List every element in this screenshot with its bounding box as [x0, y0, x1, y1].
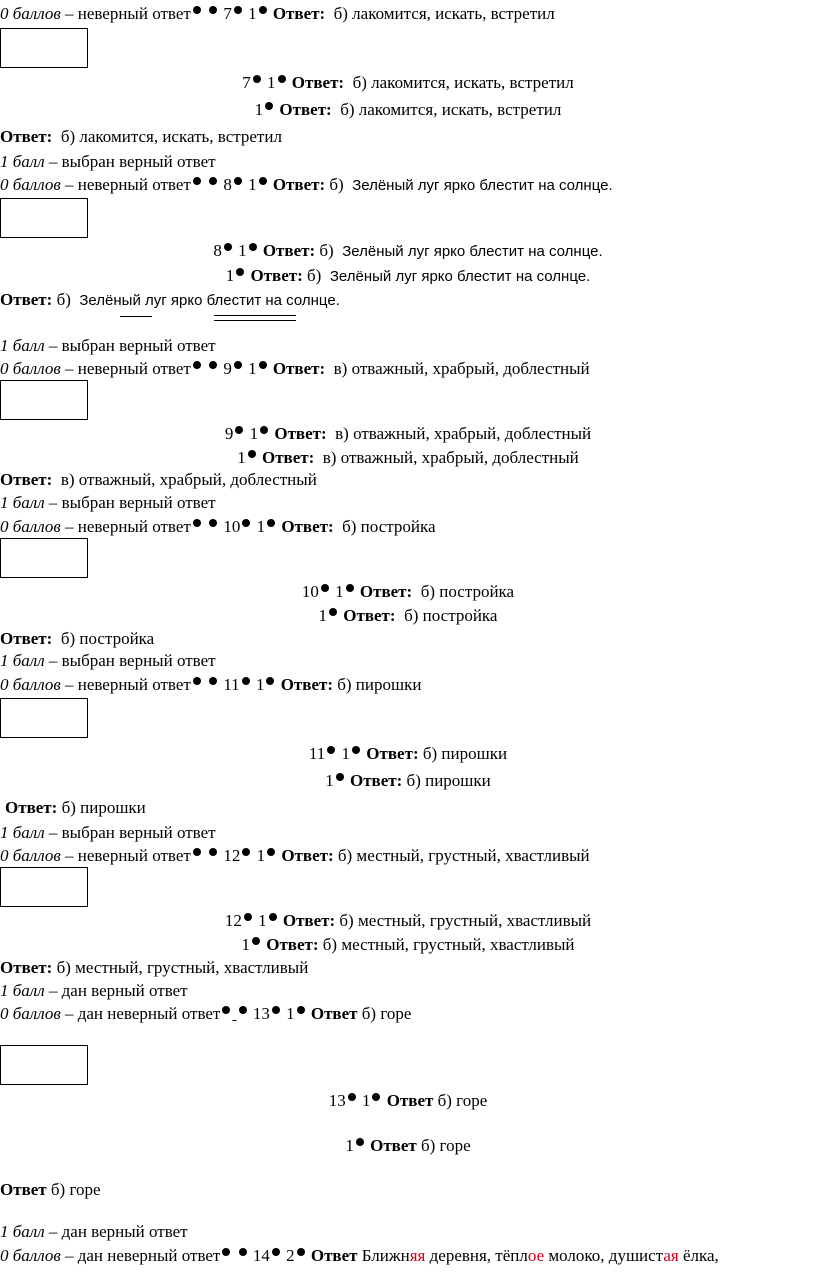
- answer-sentence: Зелёный луг ярко блестит на солнце.: [342, 243, 603, 260]
- dash: –: [44, 823, 62, 842]
- answer-text: б): [319, 241, 334, 260]
- dash: –: [60, 359, 78, 378]
- bullet-icon: [209, 677, 217, 685]
- answer-input-box[interactable]: [0, 198, 88, 238]
- answer-input-box[interactable]: [0, 698, 88, 738]
- bullet-icon: [249, 243, 257, 251]
- bullet-icon: [242, 848, 250, 856]
- points: 1: [286, 1004, 295, 1023]
- score-label: 0 баллов: [0, 675, 61, 694]
- dash: –: [60, 1246, 78, 1265]
- bullet-icon: [259, 177, 267, 185]
- answer-text: б) горе: [50, 1180, 101, 1199]
- answer-input-box[interactable]: [0, 28, 88, 68]
- points: 1: [238, 241, 247, 260]
- question-number: 9: [223, 359, 232, 378]
- answer-label: Ответ:: [280, 675, 333, 694]
- score-line-one: [0, 1222, 188, 1242]
- right-label: дан верный ответ: [61, 981, 188, 1000]
- points: 1: [325, 771, 334, 790]
- bullet-icon: [267, 519, 275, 527]
- bullet-icon: [244, 913, 252, 921]
- answer-text: б) горе: [361, 1004, 412, 1023]
- score-line-zero: [0, 1246, 719, 1266]
- dash: –: [44, 336, 62, 355]
- answer-text: в) отважный, храбрый, доблестный: [333, 359, 590, 378]
- answer-label: Ответ:: [0, 127, 53, 146]
- bullet-icon: [236, 268, 244, 276]
- right-label: выбран верный ответ: [61, 336, 216, 355]
- answer-line-centered: [0, 911, 816, 931]
- question-number: 8: [223, 175, 232, 194]
- score-label: 0 баллов: [0, 517, 61, 536]
- score-label: 1 балл: [0, 981, 45, 1000]
- score-label: 1 балл: [0, 336, 45, 355]
- answer-line-centered: [0, 744, 816, 764]
- answer-ending: яя: [409, 1246, 426, 1265]
- answer-ending: ое: [527, 1246, 545, 1265]
- question-number: 12: [223, 846, 241, 865]
- points: 1: [361, 1091, 371, 1110]
- answer-label: Ответ: [386, 1091, 434, 1110]
- answer-label: Ответ:: [359, 582, 413, 601]
- bullet-icon: [193, 519, 201, 527]
- bullet-icon: [253, 75, 261, 83]
- answer-line: [5, 798, 146, 818]
- score-line-zero: [0, 675, 421, 695]
- answer-label: Ответ:: [5, 798, 58, 817]
- bullet-icon: [297, 1248, 305, 1256]
- double-underline-mark: [214, 320, 296, 321]
- points: 1: [318, 606, 327, 625]
- answer-line: [0, 629, 154, 649]
- bullet-icon: [209, 6, 217, 14]
- bullet-icon: [242, 677, 250, 685]
- answer-text: б) горе: [437, 1091, 488, 1110]
- answer-label: Ответ:: [262, 241, 316, 260]
- answer-line-centered: [0, 73, 816, 93]
- answer-ending: ая: [663, 1246, 679, 1265]
- answer-text: в) отважный, храбрый, доблестный: [322, 448, 579, 467]
- points: 1: [335, 582, 344, 601]
- score-label: 1 балл: [0, 823, 45, 842]
- points: 1: [225, 266, 235, 285]
- dash: –: [44, 981, 62, 1000]
- score-line-zero: [0, 359, 590, 379]
- bullet-icon: [222, 1248, 230, 1256]
- bullet-icon: [235, 426, 243, 434]
- bullet-icon: [209, 361, 217, 369]
- dash: –: [60, 517, 78, 536]
- question-number: 9: [224, 424, 234, 443]
- question-number: 14: [252, 1246, 270, 1265]
- bullet-icon: [224, 243, 232, 251]
- answer-text: б) горе: [421, 1136, 471, 1155]
- answer-text: б) постройка: [60, 629, 155, 648]
- bullet-icon: [209, 177, 217, 185]
- score-line-zero: [0, 175, 613, 196]
- question-number: 13: [328, 1091, 346, 1110]
- points: 1: [248, 4, 257, 23]
- answer-label: Ответ:: [0, 958, 53, 977]
- answer-line: [0, 290, 340, 311]
- answer-label: Ответ: [370, 1136, 417, 1155]
- dash: –: [60, 175, 78, 194]
- score-line-one: [0, 336, 216, 356]
- answer-line-centered: [0, 448, 816, 468]
- question-number: 7: [242, 73, 251, 92]
- score-label: 1 балл: [0, 493, 45, 512]
- score-label: 0 баллов: [0, 1004, 61, 1023]
- dash: –: [60, 1004, 78, 1023]
- wrong-label: неверный ответ: [77, 846, 191, 865]
- answer-text: б): [329, 175, 344, 194]
- bullet-icon: [346, 584, 354, 592]
- bullet-icon: [193, 848, 201, 856]
- answer-text: б): [307, 266, 322, 285]
- answer-text: б) местный, грустный, хвастливый: [56, 958, 309, 977]
- answer-text: б) лакомится, искать, встретил: [60, 127, 282, 146]
- wrong-label: неверный ответ: [77, 359, 191, 378]
- points: 1: [345, 1136, 354, 1155]
- answer-label: Ответ: [310, 1004, 358, 1023]
- score-line-one: [0, 651, 216, 671]
- wrong-label: неверный ответ: [77, 175, 191, 194]
- bullet-icon: [265, 102, 273, 110]
- answer-word-stem: ёлка,: [678, 1246, 719, 1265]
- wrong-label: неверный ответ: [77, 675, 191, 694]
- answer-input-box[interactable]: [0, 1045, 88, 1085]
- bullet-icon: [259, 6, 267, 14]
- bullet-icon: [356, 1138, 364, 1146]
- bullet-icon: [193, 361, 201, 369]
- wrong-label: дан неверный ответ: [77, 1004, 221, 1023]
- answer-text: б) лакомится, искать, встретил: [352, 73, 574, 92]
- bullet-icon: [248, 450, 256, 458]
- answer-label: Ответ:: [272, 359, 326, 378]
- answer-line: [0, 1180, 101, 1200]
- bullet-icon: [269, 913, 277, 921]
- points: 1: [256, 846, 266, 865]
- bullet-icon: [234, 6, 242, 14]
- bullet-icon: [259, 361, 267, 369]
- score-label: 1 балл: [0, 152, 45, 171]
- answer-sentence: Зелёный луг ярко блестит на солнце.: [352, 177, 613, 194]
- right-label: дан верный ответ: [61, 1222, 188, 1241]
- bullet-icon: [193, 177, 201, 185]
- answer-label: Ответ:: [261, 448, 315, 467]
- answer-line-centered: [0, 100, 816, 120]
- answer-input-box[interactable]: [0, 380, 88, 420]
- bullet-icon: [329, 608, 337, 616]
- bullet-icon: [239, 1006, 247, 1014]
- bullet-icon: [327, 746, 335, 754]
- answer-line: [0, 127, 282, 147]
- dash: –: [60, 4, 78, 23]
- answer-label: Ответ:: [282, 911, 336, 930]
- points: 1: [256, 517, 266, 536]
- bullet-icon: [321, 584, 329, 592]
- bullet-icon: [267, 848, 275, 856]
- points: 1: [241, 935, 250, 954]
- question-number: 13: [252, 1004, 270, 1023]
- answer-input-box[interactable]: [0, 538, 88, 578]
- bullet-icon: [234, 177, 242, 185]
- answer-line-centered: [0, 1136, 816, 1156]
- score-line-zero: [0, 1004, 411, 1024]
- answer-label: Ответ:: [291, 73, 345, 92]
- dash: –: [60, 675, 78, 694]
- answer-text: б) лакомится, искать, встретил: [340, 100, 562, 119]
- bullet-icon: [352, 746, 360, 754]
- question-number: 10: [301, 582, 319, 601]
- answer-label: Ответ:: [281, 846, 334, 865]
- answer-line-centered: [0, 424, 816, 444]
- points: 1: [237, 448, 246, 467]
- right-label: выбран верный ответ: [61, 823, 216, 842]
- underline-mark: [120, 316, 152, 317]
- points: 1: [248, 359, 257, 378]
- score-line-zero: [0, 517, 436, 537]
- dash: –: [60, 846, 78, 865]
- bullet-icon: [193, 677, 201, 685]
- answer-text: б) местный, грустный, хвастливый: [339, 911, 592, 930]
- answer-word-stem: Ближн: [361, 1246, 410, 1265]
- wrong-label: неверный ответ: [77, 4, 191, 23]
- score-label: 0 баллов: [0, 1246, 61, 1265]
- answer-line-centered: [0, 1091, 816, 1111]
- right-label: выбран верный ответ: [61, 152, 216, 171]
- points: 1: [341, 744, 351, 763]
- answer-label: Ответ:: [343, 606, 396, 625]
- score-line-one: [0, 493, 216, 513]
- answer-line-centered: [0, 771, 816, 791]
- points: 1: [254, 100, 264, 119]
- answer-line-centered: [0, 241, 816, 262]
- bullet-icon: [272, 1006, 280, 1014]
- answer-label: Ответ:: [366, 744, 419, 763]
- answer-label: Ответ:: [250, 266, 303, 285]
- question-number: 8: [213, 241, 222, 260]
- dash: –: [44, 493, 62, 512]
- bullet-icon: [193, 6, 201, 14]
- question-number: 11: [223, 675, 240, 694]
- score-line-one: [0, 823, 216, 843]
- answer-line-centered: [0, 266, 816, 287]
- score-label: 0 баллов: [0, 846, 61, 865]
- bullet-icon: [260, 426, 268, 434]
- answer-line-centered: [0, 606, 816, 626]
- answer-line-centered: [0, 935, 816, 955]
- score-label: 0 баллов: [0, 4, 61, 23]
- answer-text: б) постройка: [420, 582, 515, 601]
- score-line-zero: [0, 846, 590, 866]
- right-label: выбран верный ответ: [61, 493, 216, 512]
- bullet-icon: [239, 1248, 247, 1256]
- answer-word-stem: деревня, тёпл: [425, 1246, 528, 1265]
- question-number: 10: [223, 517, 241, 536]
- answer-label: Ответ:: [349, 771, 403, 790]
- bullet-icon: [266, 677, 274, 685]
- answer-sentence: Зелёный луг ярко блестит на солнце.: [329, 268, 591, 285]
- score-label: 0 баллов: [0, 175, 61, 194]
- bullet-icon: [209, 848, 217, 856]
- bullet-icon: [222, 1006, 230, 1014]
- bullet-icon: [252, 937, 260, 945]
- answer-label: Ответ:: [272, 4, 326, 23]
- answer-line: [0, 958, 308, 978]
- answer-line-centered: [0, 582, 816, 602]
- bullet-icon: [234, 361, 242, 369]
- answer-label: Ответ:: [266, 935, 319, 954]
- answer-label: Ответ:: [0, 290, 53, 309]
- answer-text: б) лакомится, искать, встретил: [333, 4, 555, 23]
- answer-text: б) местный, грустный, хвастливый: [322, 935, 575, 954]
- dash: –: [44, 152, 62, 171]
- bullet-icon: [272, 1248, 280, 1256]
- score-label: 1 балл: [0, 651, 45, 670]
- answer-text: б) пирошки: [337, 675, 422, 694]
- answer-text: б) местный, грустный, хвастливый: [337, 846, 590, 865]
- answer-text: б): [56, 290, 71, 309]
- answer-label: Ответ:: [279, 100, 332, 119]
- score-line-one: [0, 152, 216, 172]
- bullet-icon: [242, 519, 250, 527]
- answer-sentence: Зелёный луг ярко блестит на солнце.: [79, 292, 340, 309]
- answer-text: в) отважный, храбрый, доблестный: [60, 470, 317, 489]
- answer-label: Ответ:: [0, 629, 53, 648]
- bullet-icon: [278, 75, 286, 83]
- answer-text: б) пирошки: [406, 771, 491, 790]
- double-underline-mark: [214, 315, 296, 316]
- answer-label: Ответ:: [272, 175, 326, 194]
- score-line-zero: [0, 4, 555, 24]
- right-label: выбран верный ответ: [61, 651, 216, 670]
- answer-text: б) пирошки: [61, 798, 146, 817]
- points: 2: [286, 1246, 295, 1265]
- question-number: 12: [224, 911, 242, 930]
- question-number: 7: [223, 4, 232, 23]
- answer-label: Ответ: [0, 1180, 47, 1199]
- answer-line: [0, 470, 317, 490]
- answer-label: Ответ: [310, 1246, 358, 1265]
- bullet-icon: [297, 1006, 305, 1014]
- dash: –: [44, 651, 62, 670]
- dash: –: [44, 1222, 62, 1241]
- answer-label: Ответ:: [281, 517, 334, 536]
- bullet-icon: [372, 1093, 380, 1101]
- answer-label: Ответ:: [274, 424, 327, 443]
- points: 1: [258, 911, 267, 930]
- bullet-icon: [336, 773, 344, 781]
- points: 1: [255, 675, 265, 694]
- wrong-label: неверный ответ: [77, 517, 191, 536]
- answer-input-box[interactable]: [0, 867, 88, 907]
- bullet-icon: [209, 519, 217, 527]
- answer-label: Ответ:: [0, 470, 53, 489]
- score-label: 0 баллов: [0, 359, 61, 378]
- answer-text: б) пирошки: [422, 744, 508, 763]
- answer-text: в) отважный, храбрый, доблестный: [335, 424, 592, 443]
- answer-text: б) постройка: [342, 517, 436, 536]
- question-number: 11: [308, 744, 326, 763]
- wrong-label: дан неверный ответ: [77, 1246, 221, 1265]
- points: 1: [267, 73, 276, 92]
- score-line-one: [0, 981, 188, 1001]
- points: 1: [248, 175, 257, 194]
- answer-word-stem: молоко, душист: [544, 1246, 664, 1265]
- answer-text: б) постройка: [404, 606, 498, 625]
- bullet-icon: [348, 1093, 356, 1101]
- score-label: 1 балл: [0, 1222, 45, 1241]
- points: 1: [249, 424, 259, 443]
